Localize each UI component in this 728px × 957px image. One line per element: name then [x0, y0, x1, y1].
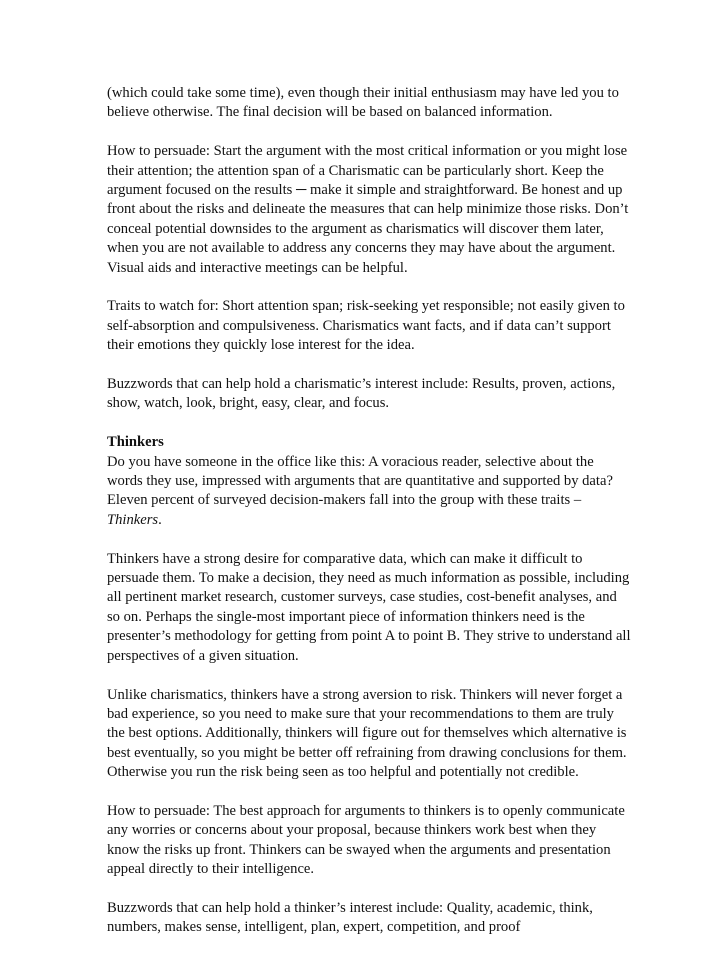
thinkers-section	[107, 433, 631, 530]
paragraph-thinkers-comparative-data: Thinkers have a strong desire for comparative data, which can make it difficult to persuade them. To make a decision, they need as much information as possible, including all pertinent market research, customer surveys, case studies, cost-benefit analyses, and so on. Perhaps the single-most important piece of information thinkers need is the presenter’s methodology for getting from point A to point B. They strive to understand all perspectives of a given situation.	[107, 550, 631, 664]
paragraph-balanced-information: (which could take some time), even though their initial enthusiasm may have led you to believe otherwise. The final decision will be based on balanced information.	[107, 85, 619, 121]
thinkers-intro-italic: Thinkers	[107, 511, 159, 528]
thinkers-intro-end: .	[158, 511, 162, 528]
paragraph-thinkers-risk-aversion: Unlike charismatics, thinkers have a strong aversion to risk. Thinkers will never forget a bad experience, so you need to make sure that your recommendations to them are truly the best options. Additionally, thinkers will figure out for themselves which alternative is best eventually, so you might be better off refraining from drawing conclusions for them. Otherwise you run the risk being seen as too helpful and potentially not credible.	[107, 686, 627, 781]
paragraph-how-to-persuade-thinkers: How to persuade: The best approach for arguments to thinkers is to openly communicate any worries or concerns about your proposal, because thinkers work best when they know the risks up front. Thinkers can be swayed when the arguments and presentation appeal directly to their intelligence.	[107, 802, 625, 878]
paragraph-how-to-persuade-charismatics: How to persuade: Start the argument with the most critical information or you might lose their attention; the attention span of a Charismatic can be particularly short. Keep the argument focused on the results ─ make it simple and straightforward. Be honest and up front about the risks and delineate the measures that can help minimize those risks. Don’t conceal potential downsides to the argument as charismatics will discover them later, when you are not available to address any concerns they may have about the argument. Visual aids and interactive meetings can be helpful.	[107, 143, 629, 276]
paragraph-buzzwords-thinkers: Buzzwords that can help hold a thinker’s interest include: Quality, academic, think, numbers, makes sense, intelligent, plan, expert, competition, and proof	[107, 899, 593, 936]
thinkers-intro-text: Do you have someone in the office like this: A voracious reader, selective about the words they use, impressed with arguments that are quantitative and supported by data? Eleven percent of surveyed decision-makers fall into the group with these traits –	[107, 453, 613, 509]
paragraph-buzzwords-charismatics: Buzzwords that can help hold a charismatic’s interest include: Results, proven, actions, show, watch, look, bright, easy, clear, and focus.	[107, 376, 616, 412]
section-heading-thinkers: Thinkers	[107, 434, 164, 451]
paragraph-traits-charismatics: Traits to watch for: Short attention span; risk-seeking yet responsible; not easily given to self-absorption and compulsiveness. Charismatics want facts, and if data can’t support their emotions they quickly lose interest for the idea.	[107, 298, 625, 354]
document-page	[107, 84, 631, 957]
